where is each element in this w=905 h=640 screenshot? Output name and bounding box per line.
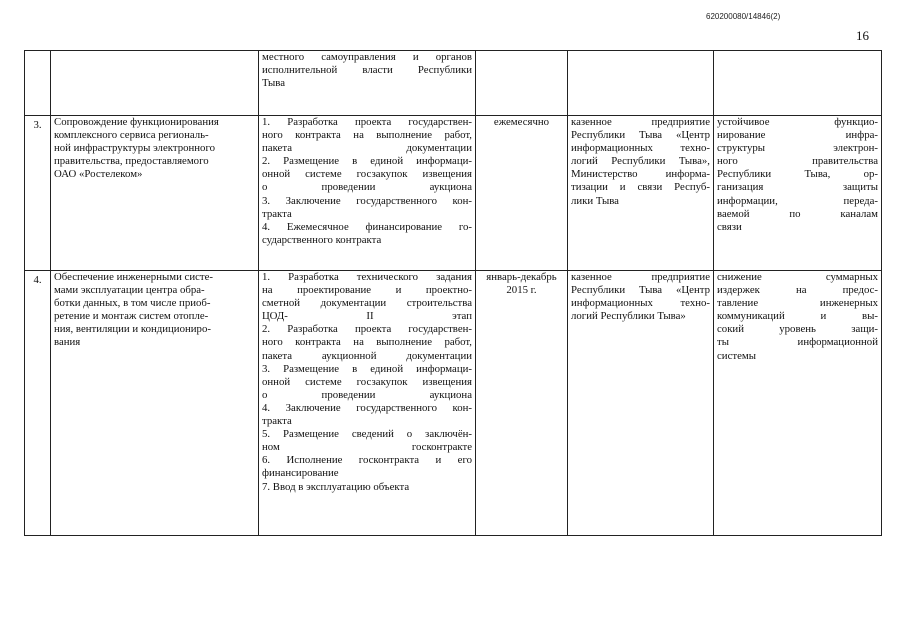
cell-line: логий Республики Тыва», <box>571 155 710 168</box>
cell-line: 2. Разработка проекта государствен- <box>262 323 472 336</box>
plan-table <box>24 50 882 536</box>
cell-line: ганизация защиты <box>717 181 878 194</box>
cell-line: 3. Заключение государственного кон- <box>262 194 472 207</box>
cell-line: ния, вентиляции и кондициониро- <box>54 323 211 336</box>
cell-line: местного самоуправления и органов <box>262 51 472 63</box>
period-cell <box>476 116 568 271</box>
cell-line: 2015 г. <box>506 284 537 297</box>
cell-line: устойчивое функцио- <box>717 116 878 128</box>
cell-line: исполнительной власти Республики <box>262 64 472 77</box>
cell-line: ного контракта на выполнение работ, <box>262 336 472 349</box>
cell-line: системы <box>717 349 756 362</box>
cell-line: ного контракта на выполнение работ, <box>262 129 472 142</box>
cell-line: сокий уровень защи- <box>717 323 878 336</box>
actions-cell <box>259 116 476 271</box>
cell-line: мами эксплуатации центра обра- <box>54 284 205 297</box>
cell-line: пакета документации <box>262 142 472 155</box>
task-name-cell <box>51 116 259 271</box>
row-number-cell: 3. <box>25 116 51 271</box>
cell-line: тракта <box>262 207 292 220</box>
cell-line: ном госконтракте <box>262 441 472 454</box>
cell-line: казенное предприятие <box>571 271 710 283</box>
cell-line: 1. Разработка проекта государствен- <box>262 116 472 128</box>
cell-line: на проектирование и проектно- <box>262 284 472 297</box>
cell-line: ботки данных, в том числе приоб- <box>54 297 211 310</box>
cell-line: ного правительства <box>717 155 878 168</box>
result-cell <box>714 116 882 271</box>
cell-line: 4. Ежемесячное финансирование го- <box>262 220 472 233</box>
cell-line: ОАО «Ростелеком» <box>54 168 143 181</box>
executor-cell <box>568 51 714 116</box>
cell-line: Тыва <box>262 77 286 90</box>
cell-line: 4. Заключение государственного кон- <box>262 401 472 414</box>
page-number: 16 <box>856 28 869 43</box>
cell-line: 5. Размещение сведений о заключён- <box>262 428 472 441</box>
table-row <box>25 51 882 116</box>
executor-cell <box>568 116 714 271</box>
cell-line: январь-декабрь <box>486 271 557 283</box>
cell-line: нирование инфра- <box>717 129 878 142</box>
cell-line: 1. Разработка технического задания <box>262 271 472 283</box>
row-number-cell: 4. <box>25 271 51 536</box>
cell-line: Министерство информа- <box>571 168 710 181</box>
cell-line: информации, переда- <box>717 194 878 207</box>
cell-line: ЦОД- II этап <box>262 310 472 323</box>
cell-line: о проведении аукциона <box>262 181 472 194</box>
cell-line: лики Тыва <box>571 194 619 207</box>
cell-line: сударственного контракта <box>262 233 382 246</box>
cell-line: финансирование <box>262 467 339 480</box>
cell-line: снижение суммарных <box>717 271 878 283</box>
cell-line: ретение и монтаж систем отопле- <box>54 310 209 323</box>
period-cell <box>476 51 568 116</box>
result-cell <box>714 51 882 116</box>
cell-line: ты информационной <box>717 336 878 349</box>
cell-line: ваемой по каналам <box>717 207 878 220</box>
cell-line: казенное предприятие <box>571 116 710 128</box>
cell-line: тракта <box>262 415 292 428</box>
actions-cell <box>259 51 476 116</box>
cell-line: сметной документации строительства <box>262 297 472 310</box>
table-row <box>25 271 882 536</box>
task-name-cell <box>51 51 259 116</box>
cell-line: тавление инженерных <box>717 297 878 310</box>
actions-cell <box>259 271 476 536</box>
cell-line: 2. Размещение в единой информаци- <box>262 155 472 168</box>
cell-line: логий Республики Тыва» <box>571 310 686 323</box>
document-code: 620200080/14846(2) <box>706 12 781 21</box>
cell-line: ной инфраструктуры электронного <box>54 142 216 155</box>
cell-line: о проведении аукциона <box>262 388 472 401</box>
cell-line: издержек на предос- <box>717 284 878 297</box>
cell-line: Республики Тыва «Центр <box>571 129 710 142</box>
cell-line: Республики Тыва «Центр <box>571 284 710 297</box>
cell-line: Обеспечение инженерными систе- <box>54 271 214 283</box>
cell-line: вания <box>54 336 81 349</box>
cell-line: структуры электрон- <box>717 142 878 155</box>
task-name-cell <box>51 271 259 536</box>
cell-line: 7. Ввод в эксплуатацию объекта <box>262 480 410 493</box>
result-cell <box>714 271 882 536</box>
cell-line: Республики Тыва, ор- <box>717 168 878 181</box>
executor-cell <box>568 271 714 536</box>
cell-line: Сопровождение функционирования <box>54 116 219 128</box>
cell-line: связи <box>717 220 742 233</box>
cell-line: 6. Исполнение госконтракта и его <box>262 454 472 467</box>
table-row <box>25 116 882 271</box>
row-number-cell <box>25 51 51 116</box>
cell-line: правительства, предоставляемого <box>54 155 209 168</box>
period-cell <box>476 271 568 536</box>
cell-line: пакета аукционной документации <box>262 349 472 362</box>
cell-line: ежемесячно <box>493 116 550 128</box>
cell-line: 3. Размещение в единой информаци- <box>262 362 472 375</box>
cell-line: онной системе госзакупок извещения <box>262 375 472 388</box>
cell-line: онной системе госзакупок извещения <box>262 168 472 181</box>
cell-line: информационных техно- <box>571 142 710 155</box>
cell-line: комплексного сервиса региональ- <box>54 129 209 142</box>
cell-line: коммуникаций и вы- <box>717 310 878 323</box>
cell-line: тизации и связи Респуб- <box>571 181 710 194</box>
cell-line: информационных техно- <box>571 297 710 310</box>
